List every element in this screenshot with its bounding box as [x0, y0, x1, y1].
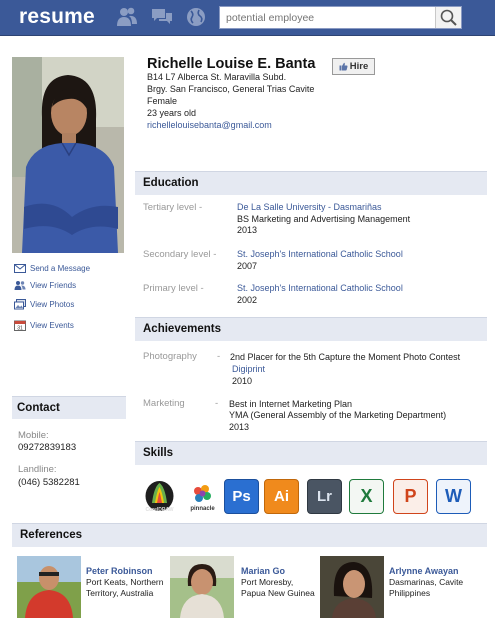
marketing-category: Marketing	[143, 398, 185, 409]
mobile-value: 09272839183	[18, 442, 77, 453]
reference-photo-peter[interactable]	[17, 556, 81, 618]
hire-button[interactable]	[332, 58, 375, 75]
magnifier-icon	[436, 7, 462, 28]
svg-text:pinnacle: pinnacle	[190, 506, 215, 512]
send-message-link[interactable]	[14, 261, 90, 275]
photography-category: Photography	[143, 351, 197, 362]
reference-location-marian-2: Papua New Guinea	[241, 588, 315, 598]
secondary-school[interactable]: St. Joseph's International Catholic School	[237, 249, 403, 259]
view-friends-link[interactable]	[14, 278, 76, 292]
search-box	[219, 6, 462, 29]
app-logo[interactable]: resume	[19, 5, 95, 28]
coreldraw-icon	[142, 479, 177, 514]
secondary-level-label: Secondary level -	[143, 249, 217, 260]
contact-heading: Contact	[12, 396, 126, 419]
reference-location-peter-2: Territory, Australia	[86, 588, 154, 598]
friends-icon	[14, 280, 26, 291]
reference-location-peter-1: Port Keats, Northern	[86, 577, 164, 587]
primary-level-label: Primary level -	[143, 283, 204, 294]
reference-name-peter[interactable]: Peter Robinson	[86, 566, 153, 576]
envelope-icon	[14, 263, 26, 274]
photos-icon	[14, 299, 26, 310]
address-line-1: B14 L7 Alberca St. Maravilla Subd.	[147, 72, 287, 82]
landline-label: Landline:	[18, 464, 57, 475]
photography-dash: -	[217, 351, 221, 362]
email-link[interactable]: richellelouisebanta@gmail.com	[147, 120, 272, 130]
view-photos-link[interactable]	[14, 297, 74, 311]
reference-name-arlynne[interactable]: Arlynne Awayan	[389, 566, 459, 576]
skills-heading: Skills	[135, 441, 487, 465]
profile-name: Richelle Louise E. Banta	[147, 56, 316, 72]
tertiary-year: 2013	[237, 225, 258, 235]
view-friends-label: View Friends	[30, 280, 77, 290]
achievements-heading: Achievements	[135, 317, 487, 341]
calendar-icon	[14, 320, 26, 331]
tertiary-level-label: Tertiary level -	[143, 202, 203, 213]
globe-icon[interactable]	[184, 6, 208, 28]
messages-icon[interactable]	[150, 6, 174, 28]
profile-photo[interactable]	[12, 57, 124, 253]
search-button[interactable]	[435, 7, 461, 28]
address-line-2: Brgy. San Francisco, General Trias Cavite	[147, 84, 315, 94]
thumbs-up-icon	[339, 62, 348, 71]
photography-org[interactable]: Digiprint	[232, 364, 266, 374]
primary-school[interactable]: St. Joseph's International Catholic School	[237, 283, 403, 293]
view-photos-label: View Photos	[30, 299, 75, 309]
gender: Female	[147, 96, 178, 106]
powerpoint-icon: P	[393, 479, 428, 514]
marketing-dash: -	[215, 398, 219, 409]
photography-title: 2nd Placer for the 5th Capture the Moment Photo Contest	[230, 352, 461, 362]
reference-photo-marian[interactable]	[170, 556, 234, 618]
marketing-year: 2013	[229, 422, 250, 432]
secondary-year: 2007	[237, 261, 258, 271]
top-bar	[0, 0, 495, 36]
reference-name-marian[interactable]: Marian Go	[241, 566, 286, 576]
send-message-label: Send a Message	[30, 263, 91, 273]
word-icon: W	[436, 479, 471, 514]
reference-location-marian-1: Port Moresby,	[241, 577, 294, 587]
svg-text:31: 31	[17, 324, 23, 331]
photoshop-icon: Ps	[224, 479, 259, 514]
marketing-org: YMA (General Assembly of the Marketing Department)	[229, 410, 447, 420]
reference-location-arlynne-1: Dasmarinas, Cavite	[389, 577, 464, 587]
landline-value: (046) 5382281	[18, 477, 80, 488]
view-events-link[interactable]	[14, 318, 74, 332]
marketing-title: Best in Internet Marketing Plan	[229, 399, 353, 409]
reference-photo-arlynne[interactable]	[320, 556, 384, 618]
friends-icon[interactable]	[115, 6, 139, 28]
references-heading: References	[12, 523, 487, 547]
excel-icon: X	[349, 479, 384, 514]
search-input[interactable]	[220, 7, 435, 28]
lightroom-icon: Lr	[307, 479, 342, 514]
view-events-label: View Events	[30, 320, 74, 330]
mobile-label: Mobile:	[18, 430, 49, 441]
profile-photo-image	[12, 57, 124, 253]
education-heading: Education	[135, 171, 487, 195]
illustrator-icon: Ai	[264, 479, 299, 514]
tertiary-course: BS Marketing and Advertising Management	[237, 214, 411, 224]
hire-label: Hire	[349, 61, 369, 72]
pinnacle-icon	[185, 479, 220, 514]
tertiary-school[interactable]: De La Salle University - Dasmariñas	[237, 202, 382, 212]
svg-text:CorelDRAW: CorelDRAW	[145, 507, 174, 513]
primary-year: 2002	[237, 295, 258, 305]
photography-year: 2010	[232, 376, 253, 386]
reference-location-arlynne-2: Philippines	[389, 588, 431, 598]
age: 23 years old	[147, 108, 197, 118]
